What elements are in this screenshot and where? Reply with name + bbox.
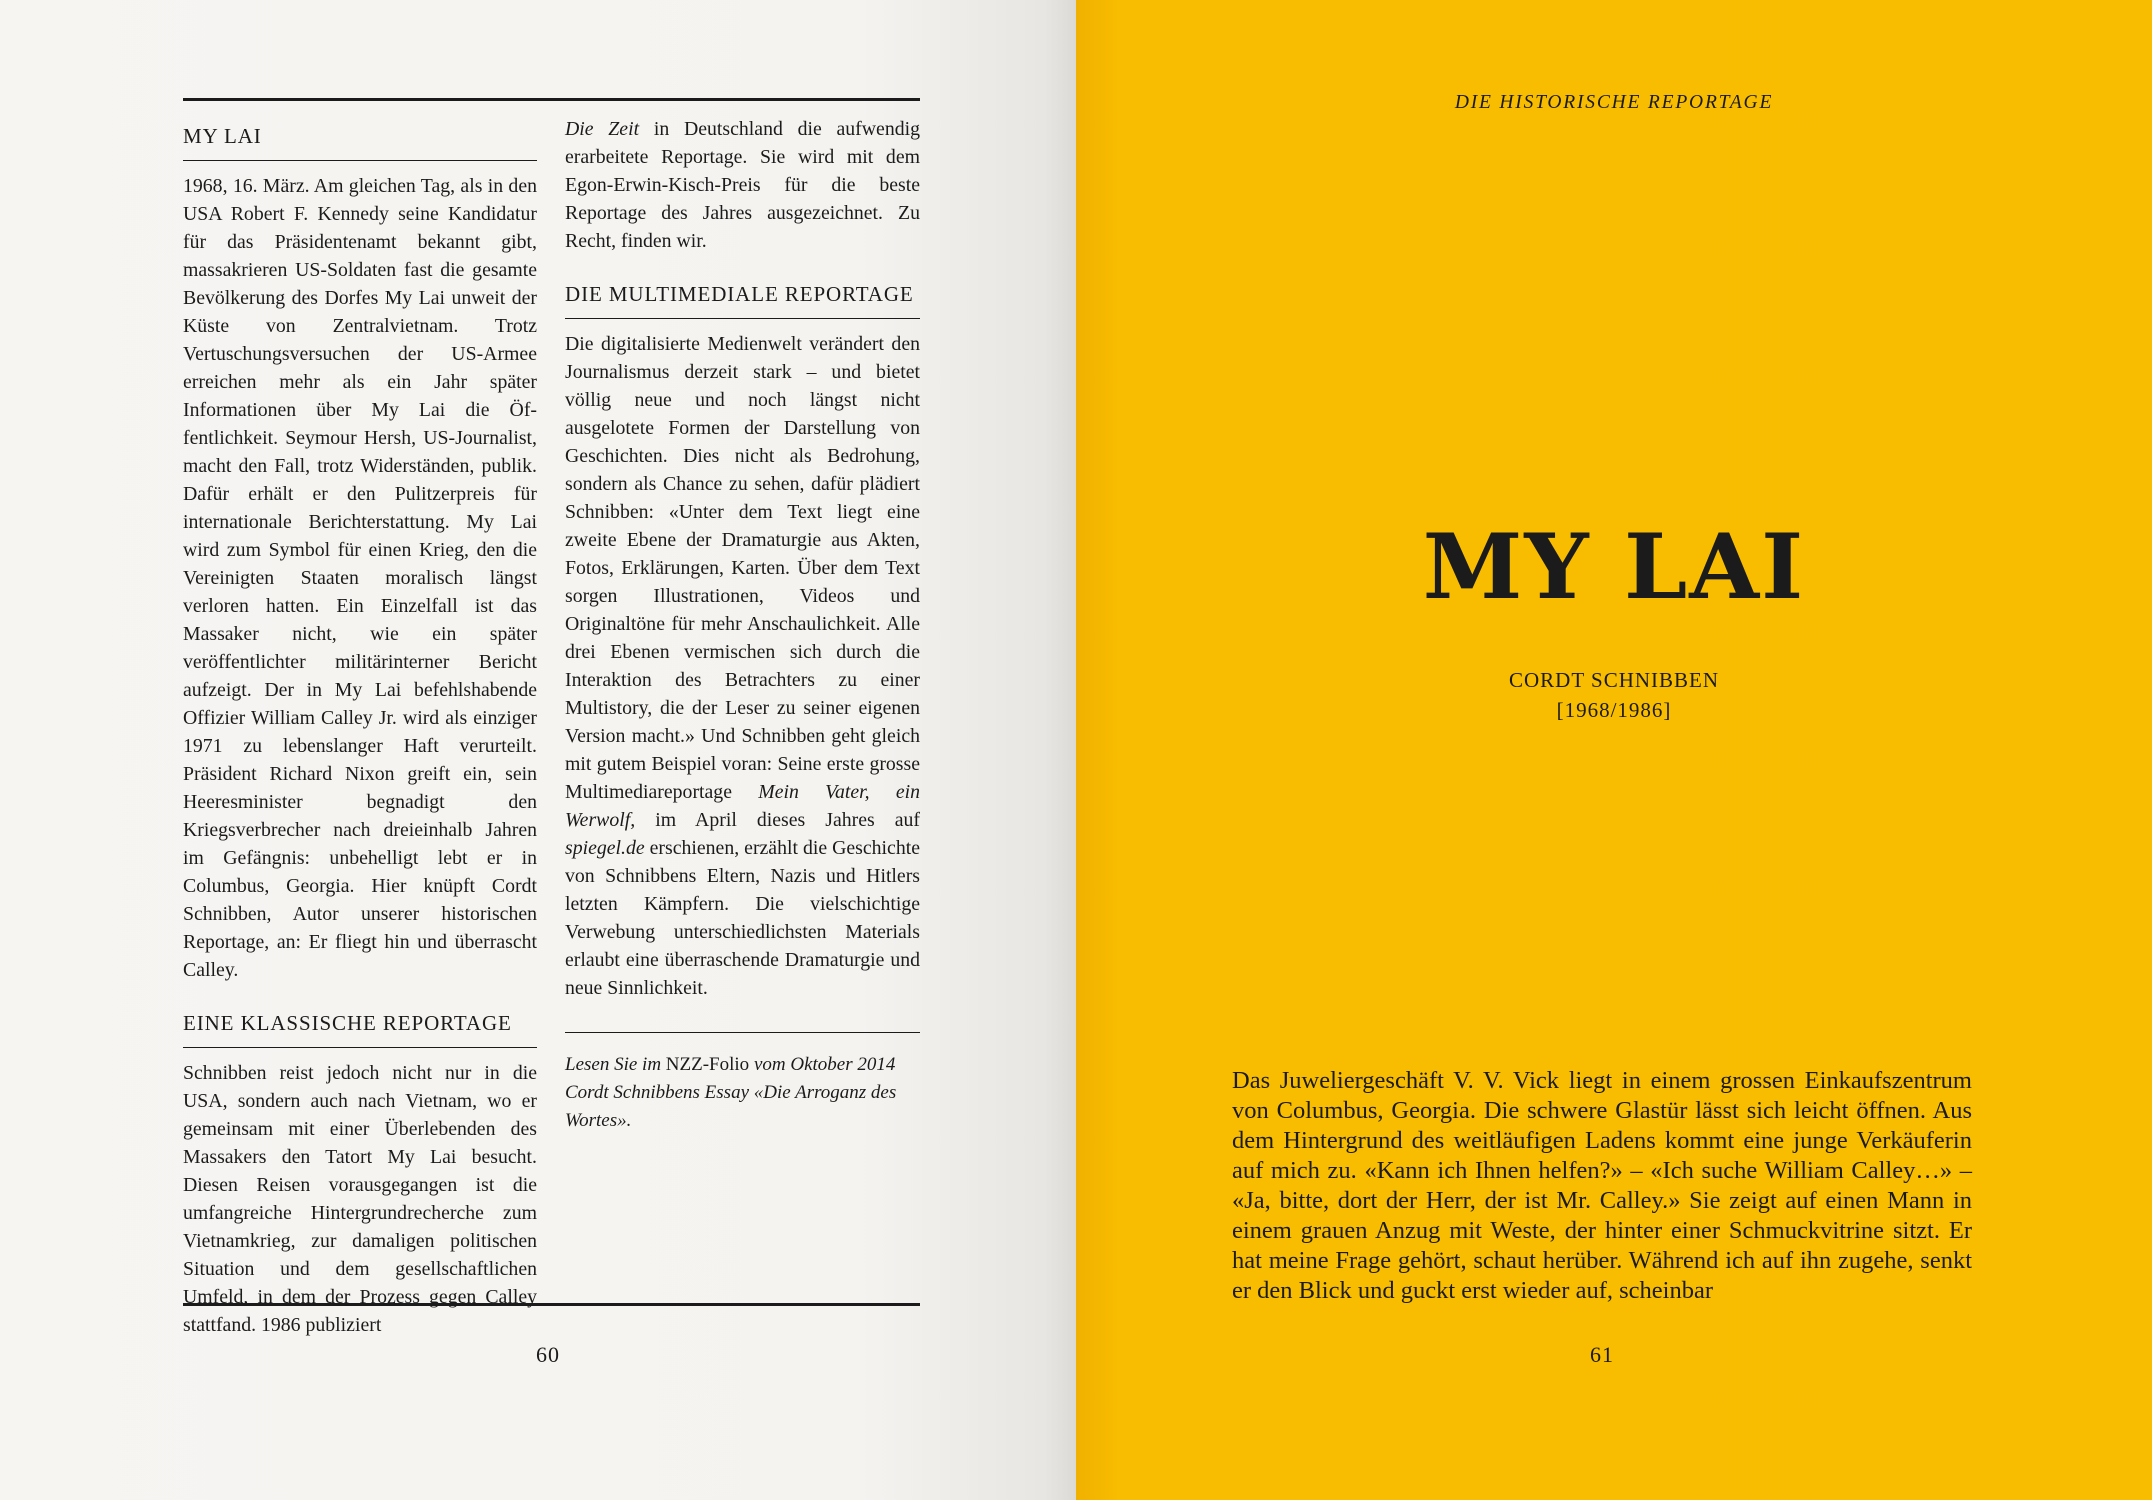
kicker: DIE HISTORISCHE REPORTAGE xyxy=(1454,92,1774,113)
section3-text-b: im April dieses Jahres auf xyxy=(655,809,920,831)
author-years: [1968/1986] xyxy=(1556,698,1672,722)
section-heading-multimediale-reportage: DIE MULTIMEDIALE REPORTAGE xyxy=(565,273,920,319)
section2-text-b: in Deutschland die aufwendig erarbeitete Reportage. Sie wird mit dem Egon-Erwin-Kisch-Preis für die beste Reportage des Jahres ausgezeichnet. Zu Recht, finden wir. xyxy=(565,118,921,252)
section3-text-a: Die digitalisierte Medienwelt verändert den Journalismus derzeit stark – und bietet völlig neue und noch längst nicht ausgelotete Formen der Darstellung von Geschichten. Dies nicht als Bedrohung, sondern als Chance zu sehen, dafür plädiert Schnibben: «Unter dem Text liegt eine zweite Ebene der Dramaturgie aus Akten, Fotos, Erklärungen, Karten. Über dem Text sorgen Illustrationen, Videos und Originaltöne für mehr Anschaulichkeit. Alle drei Ebenen vermischen sich durch die Interaktion des Betrachters zu einer Multistory, die der Leser zu seiner eigenen Version macht.» Und Schnibben geht gleich mit gutem Beispiel voran: Seine erste grosse Multimediareportage xyxy=(565,333,920,803)
reading-note xyxy=(565,1051,920,1135)
note-divider xyxy=(565,1002,920,1033)
page-number-left: 60 xyxy=(536,1342,560,1367)
section-text-multimediale-reportage xyxy=(565,330,920,1002)
page-title: MY LAI xyxy=(1422,514,1806,620)
note-a: Lesen Sie im xyxy=(565,1054,662,1075)
section-heading-my-lai: MY LAI xyxy=(183,115,537,161)
author-block xyxy=(1076,665,2152,725)
bottom-rule xyxy=(183,1303,920,1306)
italic-spiegel: spiegel.de xyxy=(565,837,645,859)
right-column xyxy=(565,115,920,1135)
section-heading-klassische-reportage: EINE KLASSISCHE REPORTAGE xyxy=(183,1002,537,1048)
top-rule xyxy=(183,98,920,101)
italic-die-zeit: Die Zeit xyxy=(565,118,640,140)
section3-text-c: erschienen, erzählt die Geschichte von Schnibbens Eltern, Nazis und Hitlers letzten Kämpfern. Die vielschichtige Verwebung unterschiedlichsten Materials erlaubt eine überraschende Dramaturgie und neue Sinnlichkeit. xyxy=(565,837,920,999)
note-c: vom Oktober 2014 Cordt Schnibbens Essay «Die Arroganz des Wortes». xyxy=(565,1054,897,1131)
note-nzz-folio: NZZ-Folio xyxy=(665,1054,750,1075)
lead-paragraph: Das Juweliergeschäft V. V. Vick liegt in einem grossen Einkaufszentrum von Columbus, Georgia. Die schwere Glastür lässt sich leicht öffnen. Aus dem Hintergrund des weitläufigen Ladens kommt eine junge Verkäuferin auf mich zu. «Kann ich Ihnen helfen?» – «Ich suche William Calley…» – «Ja, bitte, dort der Herr, der ist Mr. Calley.» Sie zeigt auf einen Mann in einem grauen Anzug mit Weste, der hinter einer Schmuckvitrine sitzt. Er hat meine Frage gehört, schaut herüber. Während ich auf ihn zugehe, senkt er den Blick und guckt erst wieder auf, scheinbar xyxy=(1232,1067,1972,1304)
italic-mein-vater: Mein Vater, ein Werwolf, xyxy=(565,781,920,831)
left-column xyxy=(183,115,537,1339)
section-text-my-lai: 1968, 16. März. Am gleichen Tag, als in den USA Robert F. Kennedy seine Kandidatur für das Präsidentenamt bekannt gibt, massakrieren US-Soldaten fast die gesamte Bevölkerung des Dorfes My Lai unweit der Küste von Zentralvietnam. Trotz Vertuschungsversuchen der US-Armee erreichen mehr als ein Jahr später Informationen über My Lai die Öffentlichkeit. Seymour Hersh, US-Journalist, macht den Fall, trotz Widerständen, publik. Dafür erhält er den Pulitzerpreis für internationale Berichterstattung. My Lai wird zum Symbol für einen Krieg, den die Vereinigten Staaten moralisch längst verloren hatten. Ein Einzelfall ist das Massaker nicht, wie ein später veröffentlichter militärinterner Bericht aufzeigt. Der in My Lai befehlshabende Offizier William Calley Jr. wird als einziger 1971 zu lebenslanger Haft verurteilt. Präsident Richard Nixon greift ein, sein Heeresminister begnadigt den Kriegsverbrecher nach dreieinhalb Jahren im Gefängnis: unbehelligt lebt er in Columbus, Georgia. Hier knüpft Cordt Schnibben, Autor unserer historischen Reportage, an: Er fliegt hin und überrascht Calley. xyxy=(183,175,537,981)
section-text-klassische-reportage: Schnibben reist jedoch nicht nur in die USA, sondern auch nach Vietnam, wo er gemeinsam mit einer Überlebenden des Massakers den Tatort My Lai besucht. Diesen Reisen vorausgegangen ist die umfangreiche Hintergrundrecherche zum Vietnamkrieg, zur damaligen politischen Situation und dem gesellschaftlichen Umfeld, in dem der Prozess gegen Calley stattfand. 1986 publiziert xyxy=(183,1062,537,1336)
page-number-right: 61 xyxy=(1590,1342,1614,1367)
section-text-klassische-reportage-cont xyxy=(565,115,920,255)
author-name: CORDT SCHNIBBEN xyxy=(1508,668,1720,692)
